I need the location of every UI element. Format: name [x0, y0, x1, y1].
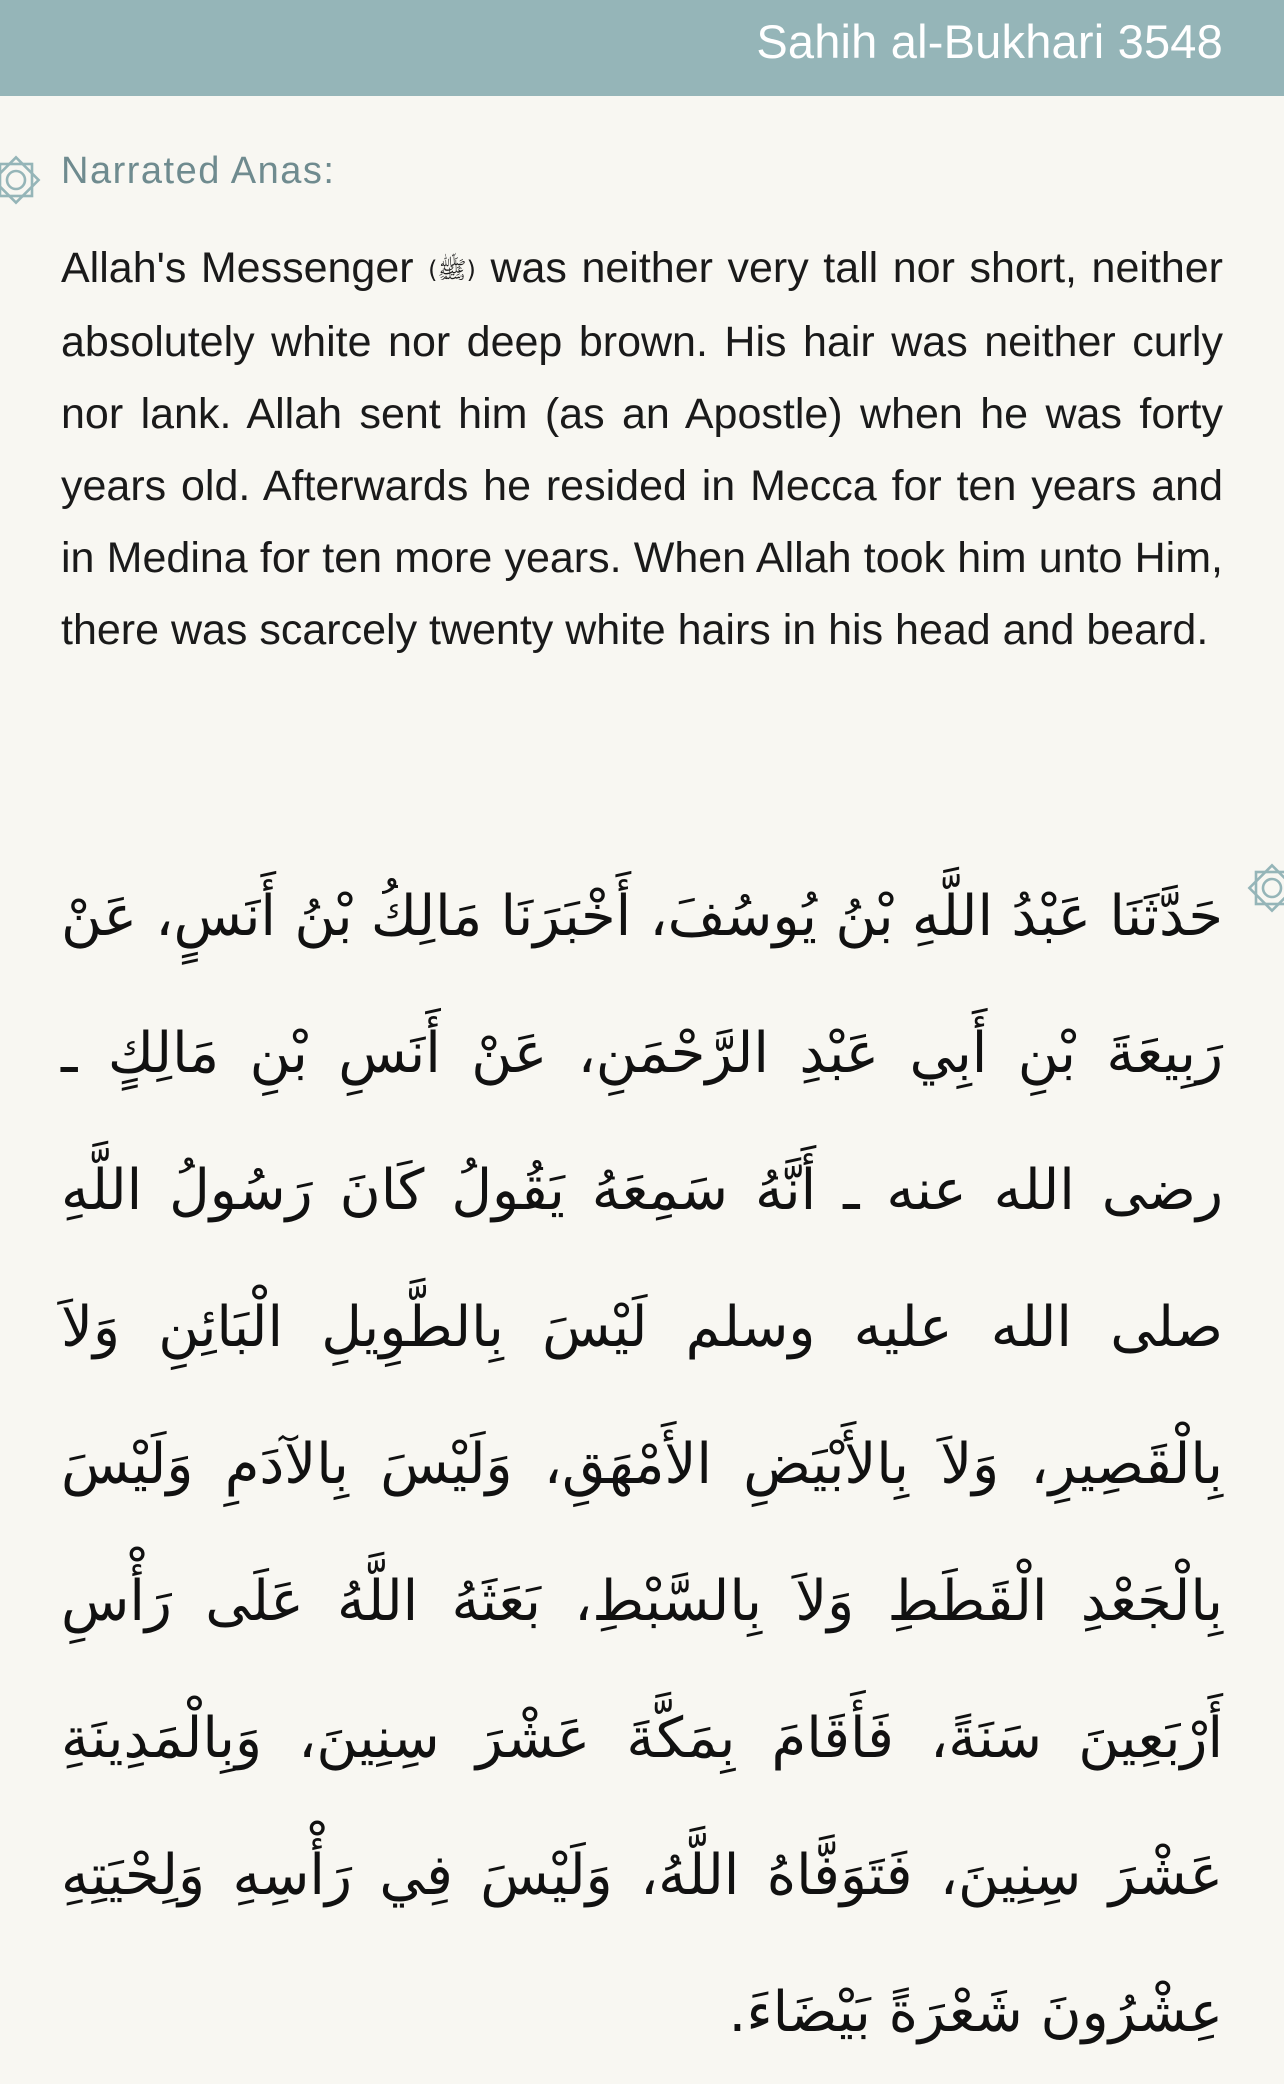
header-bar: [0, 0, 1284, 96]
arabic-hadith-text: حَدَّثَنَا عَبْدُ اللَّهِ بْنُ يُوسُفَ، أَخْبَرَنَا مَالِكُ بْنُ أَنَسٍ، عَنْ رَبِيعَةَ بْنِ أَبِي عَبْدِ الرَّحْمَنِ، عَنْ أَنَسِ بْنِ مَالِكٍ ـ رضى الله عنه ـ أَنَّهُ سَمِعَهُ يَقُولُ كَانَ رَسُولُ اللَّهِ صلى الله عليه وسلم لَيْسَ بِالطَّوِيلِ الْبَائِنِ وَلاَ بِالْقَصِيرِ، وَلاَ بِالأَبْيَضِ الأَمْهَقِ، وَلَيْسَ بِالآدَمِ وَلَيْسَ بِالْجَعْدِ الْقَطَطِ وَلاَ بِالسَّبْطِ، بَعَثَهُ اللَّهُ عَلَى رَأْسِ أَرْبَعِينَ سَنَةً، فَأَقَامَ بِمَكَّةَ عَشْرَ سِنِينَ، وَبِالْمَدِينَةِ عَشْرَ سِنِينَ، فَتَوَفَّاهُ اللَّهُ، وَلَيْسَ فِي رَأْسِهِ وَلِحْيَتِهِ عِشْرُونَ شَعْرَةً بَيْضَاءَ.: [61, 884, 1223, 2045]
english-text-part: was neither very tall nor short, neither absolutely white nor deep brown. His hair was neither curly nor lank. Allah sent him (as an Apostle) when he was forty years old. Afterwards he resided in Mecca for ten years and in Medina for ten more years. When Allah took him unto Him, there was scarcely twenty white hairs in his head and beard.: [61, 244, 1224, 654]
salawat-symbol: (ﷺ): [428, 256, 476, 284]
narrator-label: Narrated Anas:: [61, 150, 336, 192]
english-hadith-text: [61, 232, 1223, 666]
eight-point-star-ornament-icon: [1242, 858, 1284, 918]
hadith-reference-title: Sahih al-Bukhari 3548: [756, 15, 1223, 68]
eight-point-star-ornament-icon: [0, 150, 46, 210]
english-text-part: Allah's Messenger: [61, 244, 414, 292]
